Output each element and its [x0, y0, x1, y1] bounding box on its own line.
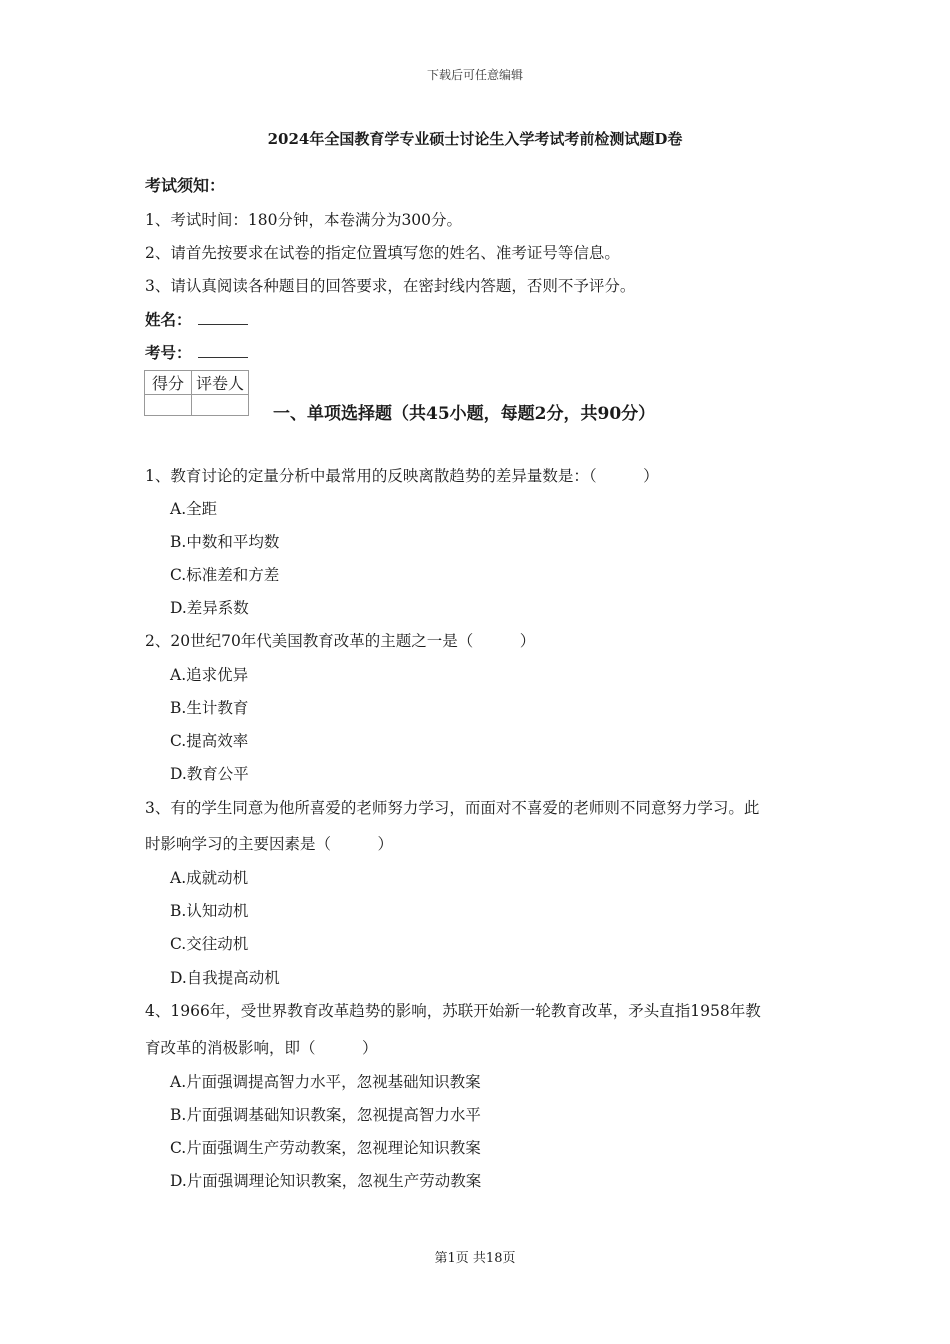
score-cell[interactable] [145, 395, 192, 416]
page-footer: 第1页 共18页 [434, 1251, 516, 1266]
notice-heading: 考试须知： [145, 176, 226, 195]
document-title: 2024年全国教育学专业硕士讨论生入学考试考前检测试题D卷 [267, 130, 683, 148]
id-label: 考号： [145, 343, 192, 362]
question-option: D.差异系数 [170, 599, 249, 617]
part-title: 一、单项选择题（共45小题，每题2分，共90分） [273, 404, 656, 424]
id-blank[interactable] [198, 343, 248, 358]
question-option: B.认知动机 [170, 902, 249, 920]
notice-item: 1、考试时间：180分钟，本卷满分为300分。 [145, 211, 463, 229]
header-note: 下载后可任意编辑 [426, 68, 523, 82]
question-option: C.提高效率 [170, 732, 249, 750]
question-stem: 4、1966年，受世界教育改革趋势的影响，苏联开始新一轮教育改革，矛头直指1958年教 [145, 1002, 761, 1020]
name-field [145, 308, 248, 330]
question-option: B.中数和平均数 [170, 533, 280, 551]
question-option: B.片面强调基础知识教案，忽视提高智力水平 [170, 1106, 481, 1124]
question-option: C.交往动机 [170, 935, 249, 953]
question-stem: 2、20世纪70年代美国教育改革的主题之一是（ ） [145, 632, 536, 650]
question-option: C.片面强调生产劳动教案，忽视理论知识教案 [170, 1139, 481, 1157]
score-table [144, 370, 249, 416]
question-option: D.教育公平 [170, 765, 249, 783]
question-option: A.片面强调提高智力水平，忽视基础知识教案 [170, 1073, 481, 1091]
question-stem: 1、教育讨论的定量分析中最常用的反映离散趋势的差异量数是：（ ） [145, 467, 659, 485]
question-option: D.自我提高动机 [170, 969, 280, 987]
grader-cell[interactable] [192, 395, 249, 416]
question-option: A.追求优异 [170, 666, 249, 684]
name-blank[interactable] [198, 310, 248, 325]
id-field [145, 341, 248, 363]
question-option: A.全距 [170, 500, 218, 518]
question-option: D.片面强调理论知识教案，忽视生产劳动教案 [170, 1172, 482, 1190]
notice-item: 3、请认真阅读各种题目的回答要求，在密封线内答题，否则不予评分。 [145, 277, 636, 295]
question-stem: 时影响学习的主要因素是（ ） [145, 835, 394, 853]
score-header: 得分 [145, 371, 192, 395]
notice-item: 2、请首先按要求在试卷的指定位置填写您的姓名、准考证号等信息。 [145, 244, 620, 262]
question-option: A.成就动机 [170, 869, 249, 887]
question-stem: 育改革的消极影响，即（ ） [145, 1039, 378, 1057]
grader-header: 评卷人 [192, 371, 249, 395]
question-option: B.生计教育 [170, 699, 249, 717]
question-option: C.标准差和方差 [170, 566, 280, 584]
question-stem: 3、有的学生同意为他所喜爱的老师努力学习，而面对不喜爱的老师则不同意努力学习。此 [145, 799, 760, 817]
name-label: 姓名： [145, 310, 192, 329]
